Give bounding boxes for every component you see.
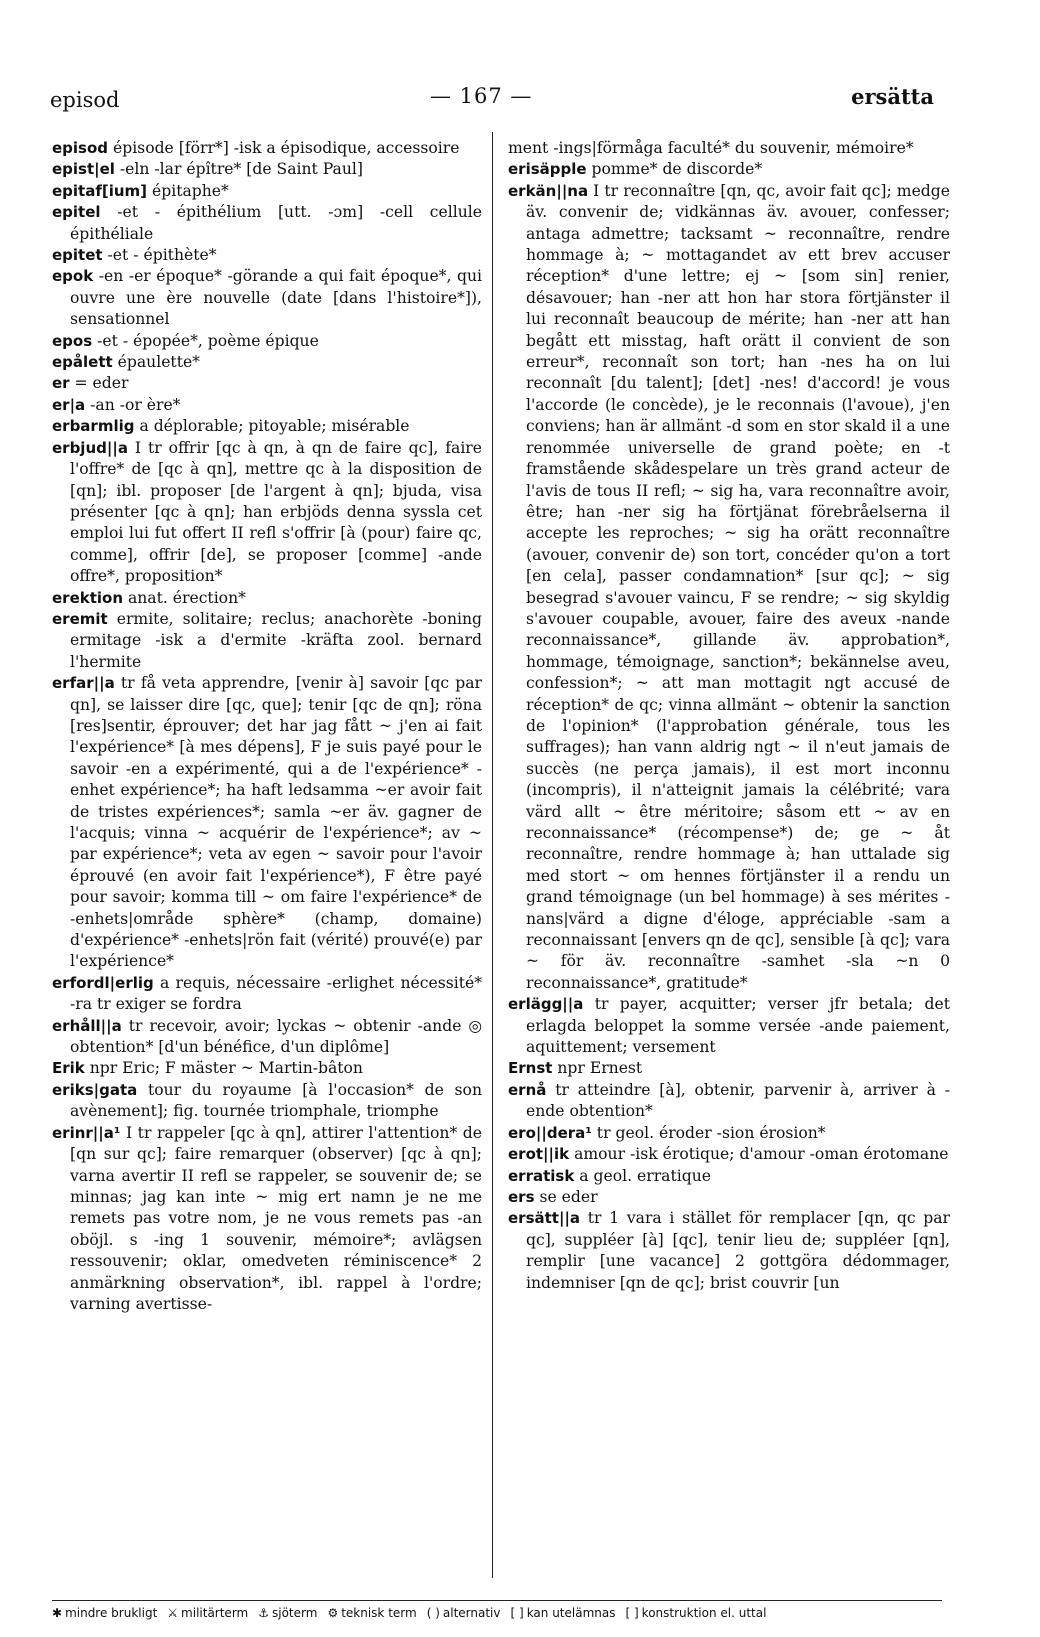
entry-headword: epos (52, 331, 93, 350)
entry-definition: anat. érection* (123, 588, 246, 607)
entry-headword: erektion (52, 588, 124, 607)
entry-definition: -an -or ère* (85, 395, 181, 414)
entry-definition: I tr offrir [qc à qn, à qn de faire qc], faire l'offre* de [qc à qn], mettre qc à la disposition de [qn]; ibl. proposer [de l'argent à qn]; bjuda, visa présenter [qc à qn]; han erbjöds denna syssla cet emploi lui fut offert II refl s'offrir [à (pour) faire qc, comme], offrir [de], se proposer [comme] -ande offre*, proposition* (70, 438, 482, 586)
dictionary-entry (508, 1166, 950, 1187)
page-number: — 167 — (430, 84, 533, 108)
entry-headword: erbjud||a (52, 438, 128, 457)
dictionary-entry (508, 1144, 950, 1165)
header-first-word: episod (50, 88, 120, 112)
legend-label: militärterm (181, 1606, 249, 1620)
legend-label: sjöterm (272, 1606, 318, 1620)
entry-headword: Erik (52, 1059, 85, 1078)
dictionary-entry (52, 1123, 482, 1316)
entry-headword: erfar||a (52, 674, 115, 693)
entry-definition: -et - épopée*, poème épique (92, 331, 319, 350)
column-divider (492, 132, 493, 1578)
entry-definition: tr geol. éroder -sion érosion* (591, 1123, 826, 1142)
dictionary-entry (52, 352, 482, 373)
entry-definition: I tr reconnaître [qn, qc, avoir fait qc]; medge äv. convenir de; vidkännas äv. avouer, confesser; antaga admettre; tacksamt ~ reconnaître, rendre hommage à; ~ mottagandet av ett brev accuser réception* d'une lettre; ej ~ [som sin] renier, désavouer; han -ner att hon har stora förtjänster il lui reconnaît beaucoup de mérite; han -ner att han begått ett misstag, haft orätt il convient de son erreur*, reconnaît son tort; han -nes ha on lui reconnaît [du talent]; [det] -nes! d'accord! je vous l'accorde (le concède), je le reconnais (l'avoue), j'en conviens; han är allmänt -d som en stor skald il a une renommée universelle de grand poète; en -t framstående skådespelare un très grand acteur de l'avis de tous II refl; ~ sig ha, vara reconnaître avoir, être; han -ner sig ha förtjänat förebråelserna il accepte les reproches; ~ sig ha orätt reconnaître (avouer, convenir de) son tort, concéder qu'on a tort [en cela], passer condamnation* [sur qc]; ~ sig besegrad s'avouer vaincu, F se rendre; ~ sig skyldig s'avouer coupable, avouer, faire des aveux -nande reconnaissance*, gillande äv. approbation*, hommage, témoignage, sanction*; bekännelse aveu, confession*; ~ att man mottagit ngt accusé de réception* de qc; vinna allmänt ~ obtenir la sanction de l'opinion* (l'approbation générale, tous les suffrages); han vann aldrig ngt ~ il n'eut jamais de succès (ne perça jamais), il est mort inconnu (incompris), il n'atteignit jamais la célébrité; vara värd allt ~ être méritoire; såsom ett ~ av en reconnaissance* (récompense*) de; ge ~ åt reconnaître, rendre hommage à; han uttalade sig med stort ~ om hennes förtjänster il a rendu un grand témoignage (un bel hommage) à ses mérites -nans|värd a digne d'éloge, appréciable -sam a reconnaissant [envers qn de qc], sensible [à qc]; vara ~ för äv. reconnaître -samhet -sla ~n 0 reconnaissance*, gratitude* (526, 181, 950, 992)
dictionary-entry (508, 1208, 950, 1294)
dictionary-entry (508, 1123, 950, 1144)
dictionary-entry (52, 181, 482, 202)
entry-headword: epitel (52, 203, 101, 222)
entry-headword: ernå (508, 1080, 547, 1099)
dictionary-entry (52, 416, 482, 437)
entry-headword: epist|el (52, 160, 115, 179)
left-column (52, 138, 482, 1578)
legend-symbol-icon: ( ) (426, 1606, 440, 1620)
dictionary-entry (52, 673, 482, 973)
entry-definition: -et - épithète* (102, 246, 217, 265)
entry-definition: épaulette* (112, 353, 200, 372)
legend-label: konstruktion el. uttal (641, 1606, 767, 1620)
dictionary-entry (52, 588, 482, 609)
entry-definition: = eder (69, 374, 129, 393)
entry-definition: tr payer, acquitter; verser jfr betala; det erlagda beloppet la somme versée -ande paiement, aquittement; versement (526, 995, 950, 1057)
legend-label: kan utelämnas (526, 1606, 616, 1620)
entry-definition: tr få veta apprendre, [venir à] savoir [qc par qn], se laisser dire [qc, que]; tenir [qc de qn]; röna [res]sentir, éprouver; det har jag fått ~ j'en ai fait l'expérience* [à mes dépens], F je suis payé pour le savoir -en a expérimenté, qui a de l'expérience* -enhet expérience*; ha haft ledsamma ~er avoir fait de tristes expériences*; samla ~er äv. gagner de l'acquis; vinna ~ acquérir de l'expérience*; av ~ par expérience*; veta av egen ~ savoir pour l'avoir éprouvé (en avoir fait l'expérience*), F être payé pour savoir; komma till ~ om faire l'expérience* de -enhets|område sphère* (champ, domaine) d'expérience* -enhets|rön fait (vérité) prouvé(e) par l'expérience* (70, 674, 482, 971)
right-column (508, 138, 950, 1578)
dictionary-entry (508, 1080, 950, 1123)
entry-definition: tr recevoir, avoir; lyckas ~ obtenir -ande ◎ obtention* [d'un bénéfice, d'un diplôme] (70, 1016, 482, 1057)
entry-headword: erbarmlig (52, 417, 135, 436)
entry-headword: eremit (52, 609, 108, 628)
entry-headword: erisäpple (508, 160, 587, 179)
dictionary-entry (52, 1016, 482, 1059)
dictionary-entry (52, 266, 482, 330)
entry-headword: erkän||na (508, 181, 589, 200)
legend-symbol-icon: ⚓ (258, 1606, 269, 1620)
entry-definition: amour -isk érotique; d'amour -oman érotomane (569, 1145, 949, 1164)
dictionary-entry (52, 609, 482, 673)
dictionary-entry (52, 1080, 482, 1123)
dictionary-entry (52, 245, 482, 266)
entry-headword: er|a (52, 395, 86, 414)
dictionary-entry (52, 159, 482, 180)
dictionary-entry (52, 373, 482, 394)
entry-definition: épisode [förr*] -isk a épisodique, accessoire (108, 139, 460, 157)
dictionary-entry (52, 395, 482, 416)
dictionary-entry (52, 438, 482, 588)
entry-definition: tr 1 vara i stället för remplacer [qn, qc par qc], suppléer [à] [qc], tenir lieu de; suppléer [qn], remplir [une vacance] 2 gottgöra dédommager, indemniser [qn de qc]; brist couvrir [un (526, 1209, 950, 1292)
entry-headword: epitet (52, 246, 103, 265)
entry-headword: ers (508, 1187, 535, 1206)
entry-definition: -en -er époque* -görande a qui fait époque*, qui ouvre une ère nouvelle (date [dans l'histoire*]), sensationnel (70, 267, 482, 329)
entry-definition: tour du royaume [à l'occasion* de son avènement]; fig. tournée triomphale, triomphe (70, 1080, 482, 1121)
entry-headword: erfordl|erlig (52, 973, 154, 992)
entry-definition: -eln -lar épître* [de Saint Paul] (114, 160, 363, 179)
entry-headword: eriks|gata (52, 1080, 138, 1099)
entry-headword: ersätt||a (508, 1209, 581, 1228)
entry-definition: npr Ernest (552, 1059, 643, 1078)
entry-definition: a requis, nécessaire -erlighet nécessité* -ra tr exiger se fordra (70, 973, 482, 1014)
entry-definition: npr Eric; F mäster ~ Martin-bâton (84, 1059, 363, 1078)
entry-definition: ermite, solitaire; reclus; anachorète -boning ermitage -isk a d'ermite -kräfta zool. bernard l'hermite (70, 609, 482, 671)
entry-definition: épitaphe* (147, 181, 229, 200)
entry-headword: erinr||a¹ (52, 1123, 121, 1142)
entry-headword: episod (52, 139, 109, 157)
legend-symbol-icon: ⚙ (327, 1606, 339, 1620)
dictionary-entry (508, 181, 950, 994)
dictionary-entry (508, 159, 950, 180)
footer-rule (52, 1600, 942, 1601)
entry-headword: erot||ik (508, 1145, 570, 1164)
entry-headword: erhåll||a (52, 1016, 122, 1035)
legend-symbol-icon: [ ] (510, 1606, 524, 1620)
legend-symbol-icon: [ ] (625, 1606, 639, 1620)
legend-label: teknisk term (341, 1606, 417, 1620)
dictionary-entry (52, 331, 482, 352)
entry-headword: epitaf[ium] (52, 181, 148, 200)
entry-definition: a geol. erratique (574, 1166, 711, 1185)
dictionary-entry (508, 1187, 950, 1208)
entry-headword: er (52, 374, 70, 393)
page-header (0, 84, 1040, 124)
entry-definition: se eder (534, 1187, 598, 1206)
entry-headword: Ernst (508, 1059, 553, 1078)
entry-headword: epok (52, 267, 94, 286)
legend-footer (52, 1606, 952, 1628)
legend-label: alternativ (442, 1606, 501, 1620)
entry-definition: a déplorable; pitoyable; misérable (134, 417, 410, 436)
entry-definition: tr atteindre [à], obtenir, parvenir à, arriver à -ende obtention* (526, 1080, 950, 1121)
dictionary-entry (508, 994, 950, 1058)
entry-headword: ero||dera¹ (508, 1123, 592, 1142)
header-last-word: ersätta (851, 84, 934, 109)
dictionary-entry (52, 1058, 482, 1079)
dictionary-entry (508, 138, 950, 159)
entry-definition: -et - épithélium [utt. -ɔm] -cell cellule épithéliale (70, 203, 482, 243)
entry-headword: epålett (52, 353, 113, 372)
entry-headword: erlägg||a (508, 995, 584, 1014)
dictionary-entry (52, 138, 482, 159)
dictionary-entry (52, 973, 482, 1016)
entry-definition: ment -ings|förmåga faculté* du souvenir, mémoire* (508, 139, 914, 157)
legend-symbol-icon: ✱ (52, 1606, 63, 1620)
entry-headword: erratisk (508, 1166, 575, 1185)
entry-definition: I tr rappeler [qc à qn], attirer l'attention* de [qn sur qc]; faire remarquer (observer) [qc à qn]; varna avertir II refl se rappeler, se souvenir de; se minnas; jag kan inte ~ mig ert namn je ne me remets pas votre nom, je ne vous remets pas -an oböjl. s -ing 1 souvenir, mémoire*; avlägsen ressouvenir; oklar, omedveten réminiscence* 2 anmärkning observation*, ibl. rappel à l'ordre; varning avertisse- (70, 1123, 482, 1313)
legend-symbol-icon: ⚔ (167, 1606, 179, 1620)
entry-definition: pomme* de discorde* (586, 160, 763, 179)
legend-label: mindre brukligt (65, 1606, 158, 1620)
dictionary-entry (508, 1058, 950, 1079)
dictionary-entry (52, 202, 482, 245)
